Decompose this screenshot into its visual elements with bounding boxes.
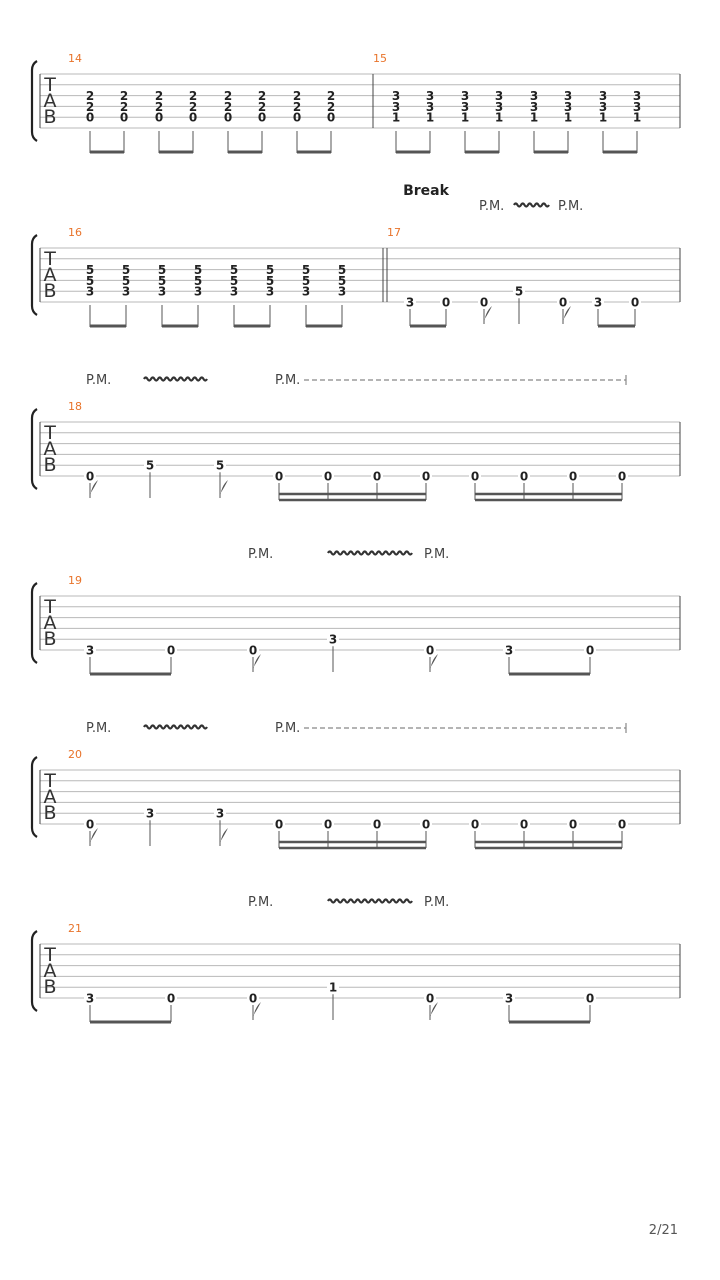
- tab-letter: A: [43, 612, 57, 634]
- bar-number: 17: [387, 226, 401, 239]
- palm-mute-label: P.M.: [86, 721, 112, 736]
- fret-number: 3: [265, 284, 275, 299]
- fret-number: 0: [558, 295, 568, 310]
- palm-mute-label: P.M.: [479, 199, 505, 214]
- palm-mute-label: P.M.: [275, 373, 301, 388]
- fret-number: 3: [425, 89, 435, 104]
- fret-number: 2: [188, 99, 198, 114]
- fret-number: 0: [519, 469, 529, 484]
- fret-number: 1: [598, 110, 608, 125]
- palm-mute-label: P.M.: [248, 547, 274, 562]
- fret-number: 3: [85, 991, 95, 1006]
- fret-number: 3: [460, 99, 470, 114]
- fret-number: 3: [529, 99, 539, 114]
- fret-number: 1: [328, 980, 338, 995]
- fret-number: 3: [563, 89, 573, 104]
- fret-number: 5: [145, 458, 155, 473]
- fret-number: 3: [494, 99, 504, 114]
- fret-number: 3: [145, 806, 155, 821]
- fret-number: 2: [188, 89, 198, 104]
- fret-number: 5: [85, 273, 95, 288]
- fret-number: 0: [372, 469, 382, 484]
- fret-number: 0: [274, 817, 284, 832]
- fret-number: 0: [326, 110, 336, 125]
- fret-number: 0: [248, 643, 258, 658]
- fret-number: 0: [425, 991, 435, 1006]
- tab-letter: T: [44, 944, 56, 966]
- fret-number: 2: [257, 89, 267, 104]
- fret-number: 1: [563, 110, 573, 125]
- fret-number: 0: [425, 643, 435, 658]
- bar-number: 21: [68, 922, 82, 935]
- fret-number: 0: [166, 643, 176, 658]
- fret-number: 5: [215, 458, 225, 473]
- fret-number: 0: [441, 295, 451, 310]
- fret-number: 2: [119, 89, 129, 104]
- fret-number: 0: [248, 991, 258, 1006]
- system-bracket: [32, 235, 37, 315]
- vibrato-mark: [328, 900, 412, 903]
- fret-number: 5: [514, 284, 524, 299]
- tab-letter: B: [43, 454, 57, 476]
- tab-letter: B: [43, 802, 57, 824]
- fret-number: 0: [166, 991, 176, 1006]
- fret-number: 3: [229, 284, 239, 299]
- fret-number: 3: [598, 99, 608, 114]
- fret-number: 0: [421, 817, 431, 832]
- fret-number: 0: [223, 110, 233, 125]
- fret-number: 1: [494, 110, 504, 125]
- fret-number: 2: [154, 99, 164, 114]
- tab-letter: B: [43, 628, 57, 650]
- fret-number: 0: [568, 469, 578, 484]
- fret-number: 2: [326, 89, 336, 104]
- tab-letter: B: [43, 106, 57, 128]
- fret-number: 5: [301, 273, 311, 288]
- palm-mute-label: P.M.: [558, 199, 584, 214]
- fret-number: 3: [460, 89, 470, 104]
- fret-number: 3: [598, 89, 608, 104]
- fret-number: 3: [121, 284, 131, 299]
- fret-number: 0: [85, 110, 95, 125]
- fret-number: 1: [529, 110, 539, 125]
- fret-number: 5: [121, 263, 131, 278]
- fret-number: 2: [292, 89, 302, 104]
- fret-number: 5: [229, 273, 239, 288]
- vibrato-mark: [328, 552, 412, 555]
- fret-number: 3: [301, 284, 311, 299]
- system-bracket: [32, 61, 37, 141]
- bar-number: 19: [68, 574, 82, 587]
- palm-mute-label: P.M.: [424, 547, 450, 562]
- fret-number: 3: [193, 284, 203, 299]
- palm-mute-label: P.M.: [275, 721, 301, 736]
- fret-number: 0: [188, 110, 198, 125]
- vibrato-mark: [144, 726, 207, 729]
- fret-number: 5: [121, 273, 131, 288]
- fret-number: 0: [519, 817, 529, 832]
- tab-letter: T: [44, 248, 56, 270]
- fret-number: 0: [617, 817, 627, 832]
- tab-letter: T: [44, 422, 56, 444]
- system-bracket: [32, 409, 37, 489]
- tab-letter: T: [44, 596, 56, 618]
- fret-number: 2: [326, 99, 336, 114]
- fret-number: 0: [257, 110, 267, 125]
- tab-letter: T: [44, 770, 56, 792]
- section-label: Break: [403, 183, 449, 199]
- fret-number: 3: [328, 632, 338, 647]
- fret-number: 5: [265, 263, 275, 278]
- fret-number: 2: [223, 89, 233, 104]
- fret-number: 0: [85, 817, 95, 832]
- eighth-flag: [220, 480, 228, 498]
- vibrato-mark: [514, 204, 549, 207]
- vibrato-mark: [144, 378, 207, 381]
- fret-number: 0: [630, 295, 640, 310]
- fret-number: 5: [193, 273, 203, 288]
- tab-letter: B: [43, 976, 57, 998]
- fret-number: 3: [425, 99, 435, 114]
- page-number: 2/21: [648, 1223, 678, 1238]
- fret-number: 0: [421, 469, 431, 484]
- fret-number: 5: [157, 263, 167, 278]
- fret-number: 3: [632, 89, 642, 104]
- fret-number: 0: [274, 469, 284, 484]
- fret-number: 0: [323, 469, 333, 484]
- fret-number: 3: [391, 89, 401, 104]
- fret-number: 3: [391, 99, 401, 114]
- fret-number: 1: [425, 110, 435, 125]
- tab-letter: T: [44, 74, 56, 96]
- fret-number: 0: [479, 295, 489, 310]
- fret-number: 1: [460, 110, 470, 125]
- fret-number: 1: [391, 110, 401, 125]
- fret-number: 3: [632, 99, 642, 114]
- fret-number: 5: [157, 273, 167, 288]
- fret-number: 2: [154, 89, 164, 104]
- system-bracket: [32, 583, 37, 663]
- fret-number: 3: [593, 295, 603, 310]
- fret-number: 0: [470, 817, 480, 832]
- fret-number: 0: [323, 817, 333, 832]
- fret-number: 3: [85, 284, 95, 299]
- fret-number: 5: [229, 263, 239, 278]
- tab-letter: B: [43, 280, 57, 302]
- fret-number: 5: [85, 263, 95, 278]
- fret-number: 2: [119, 99, 129, 114]
- fret-number: 2: [292, 99, 302, 114]
- fret-number: 0: [585, 643, 595, 658]
- fret-number: 5: [337, 273, 347, 288]
- fret-number: 0: [617, 469, 627, 484]
- fret-number: 5: [301, 263, 311, 278]
- tab-letter: A: [43, 960, 57, 982]
- tab-letter: A: [43, 264, 57, 286]
- fret-number: 1: [632, 110, 642, 125]
- fret-number: 2: [85, 99, 95, 114]
- bar-number: 16: [68, 226, 82, 239]
- tab-letter: A: [43, 786, 57, 808]
- fret-number: 0: [585, 991, 595, 1006]
- bar-number: 20: [68, 748, 82, 761]
- fret-number: 5: [265, 273, 275, 288]
- palm-mute-label: P.M.: [424, 895, 450, 910]
- fret-number: 5: [193, 263, 203, 278]
- fret-number: 0: [568, 817, 578, 832]
- fret-number: 3: [85, 643, 95, 658]
- eighth-flag: [220, 828, 228, 846]
- system-bracket: [32, 931, 37, 1011]
- fret-number: 3: [504, 643, 514, 658]
- fret-number: 0: [470, 469, 480, 484]
- fret-number: 3: [529, 89, 539, 104]
- fret-number: 2: [257, 99, 267, 114]
- bar-number: 18: [68, 400, 82, 413]
- fret-number: 3: [494, 89, 504, 104]
- fret-number: 0: [372, 817, 382, 832]
- fret-number: 3: [215, 806, 225, 821]
- bar-number: 15: [373, 52, 387, 65]
- fret-number: 3: [337, 284, 347, 299]
- system-bracket: [32, 757, 37, 837]
- fret-number: 2: [223, 99, 233, 114]
- fret-number: 3: [405, 295, 415, 310]
- tab-letter: A: [43, 438, 57, 460]
- fret-number: 3: [157, 284, 167, 299]
- fret-number: 0: [292, 110, 302, 125]
- fret-number: 3: [504, 991, 514, 1006]
- fret-number: 0: [119, 110, 129, 125]
- tab-letter: A: [43, 90, 57, 112]
- bar-number: 14: [68, 52, 82, 65]
- fret-number: 5: [337, 263, 347, 278]
- palm-mute-label: P.M.: [248, 895, 274, 910]
- fret-number: 0: [154, 110, 164, 125]
- fret-number: 3: [563, 99, 573, 114]
- palm-mute-label: P.M.: [86, 373, 112, 388]
- fret-number: 2: [85, 89, 95, 104]
- fret-number: 0: [85, 469, 95, 484]
